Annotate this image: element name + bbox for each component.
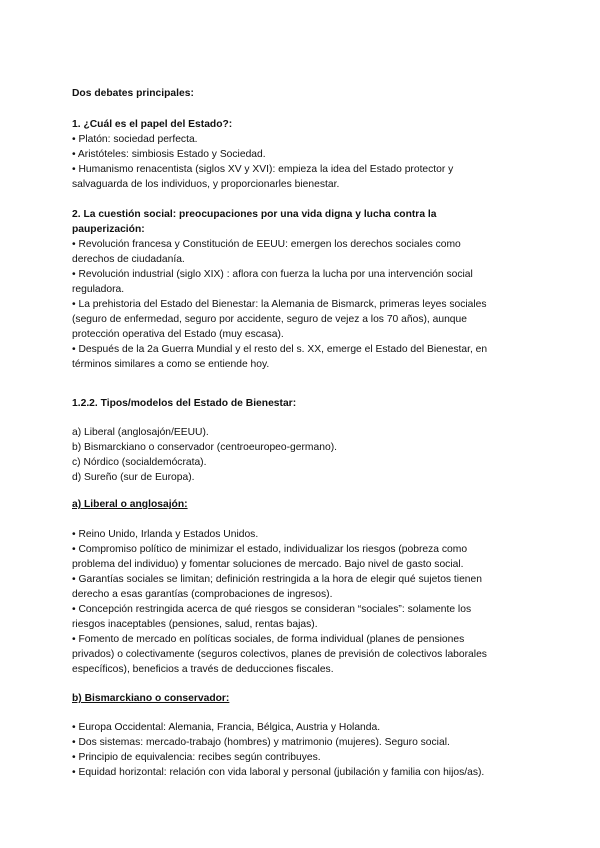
liberal-line: derecho a esas garantías (comprobaciones de ingresos). (72, 589, 333, 600)
debate1-line: • Humanismo renacentista (siglos XV y XVI): empieza la idea del Estado protector y (72, 164, 454, 175)
debate1-line: • Platón: sociedad perfecta. (72, 134, 198, 145)
debate2-line: derechos de ciudadanía. (72, 254, 185, 265)
bismarck-line: • Europa Occidental: Alemania, Francia, Bélgica, Austria y Holanda. (72, 722, 381, 733)
liberal-line: • Garantías sociales se limitan; definición restringida a la hora de elegir qué sujetos tienen (72, 574, 482, 585)
model-item: d) Sureño (sur de Europa). (72, 472, 195, 483)
liberal-heading: a) Liberal o anglosajón: (72, 499, 188, 510)
liberal-line: específicos), beneficios a través de deducciones fiscales. (72, 664, 334, 675)
liberal-line: • Concepción restringida acerca de qué riesgos se consideran “sociales”: solamente los (72, 604, 472, 615)
model-item: c) Nórdico (socialdemócrata). (72, 457, 207, 468)
liberal-line: riesgos inaceptables (pensiones, salud, rentas bajas). (72, 619, 318, 630)
bismarck-line: • Principio de equivalencia: recibes según contribuyes. (72, 752, 321, 763)
debate2-heading: pauperización: (72, 224, 145, 235)
debate2-line: • Revolución francesa y Constitución de EEUU: emergen los derechos sociales como (72, 239, 461, 250)
bismarck-line: • Equidad horizontal: relación con vida laboral y personal (jubilación y familia con hijos/as). (72, 767, 485, 778)
liberal-line: • Reino Unido, Irlanda y Estados Unidos. (72, 529, 259, 540)
debate1-line: • Aristóteles: simbiosis Estado y Sociedad. (72, 149, 266, 160)
liberal-line: problema del individuo) y fomentar soluciones de mercado. Bajo nivel de gasto social. (72, 559, 464, 570)
bismarck-line: • Dos sistemas: mercado-trabajo (hombres) y matrimonio (mujeres). Seguro social. (72, 737, 450, 748)
debate2-heading: 2. La cuestión social: preocupaciones por una vida digna y lucha contra la (72, 209, 437, 220)
model-item: b) Bismarckiano o conservador (centroeuropeo-germano). (72, 442, 337, 453)
liberal-line: privados) o colectivamente (seguros colectivos, planes de previsión de colectivos laborales (72, 649, 487, 660)
debate2-line: protección operativa del Estado (muy escasa). (72, 329, 284, 340)
section-122-heading: 1.2.2. Tipos/modelos del Estado de Bienestar: (72, 398, 297, 409)
debate2-line: • Después de la 2a Guerra Mundial y el resto del s. XX, emerge el Estado del Bienestar, en (72, 344, 488, 355)
debate1-line: salvaguarda de los individuos, y proporcionarles bienestar. (72, 179, 340, 190)
debate2-line: • La prehistoria del Estado del Bienestar: la Alemania de Bismarck, primeras leyes sociales (72, 299, 487, 310)
debate2-line: (seguro de enfermedad, seguro por accidente, seguro de vejez a los 70 años), aunque (72, 314, 467, 325)
liberal-line: • Compromiso político de minimizar el estado, individualizar los riesgos (pobreza como (72, 544, 468, 555)
main-title: Dos debates principales: (72, 88, 194, 99)
debate2-line: • Revolución industrial (siglo XIX) : aflora con fuerza la lucha por una intervención social (72, 269, 473, 280)
debate2-line: reguladora. (72, 284, 125, 295)
liberal-line: • Fomento de mercado en políticas sociales, de forma individual (planes de pensiones (72, 634, 465, 645)
debate2-line: términos similares a como se entiende hoy. (72, 359, 270, 370)
model-item: a) Liberal (anglosajón/EEUU). (72, 427, 209, 438)
debate1-heading: 1. ¿Cuál es el papel del Estado?: (72, 119, 233, 130)
bismarck-heading: b) Bismarckiano o conservador: (72, 693, 230, 704)
